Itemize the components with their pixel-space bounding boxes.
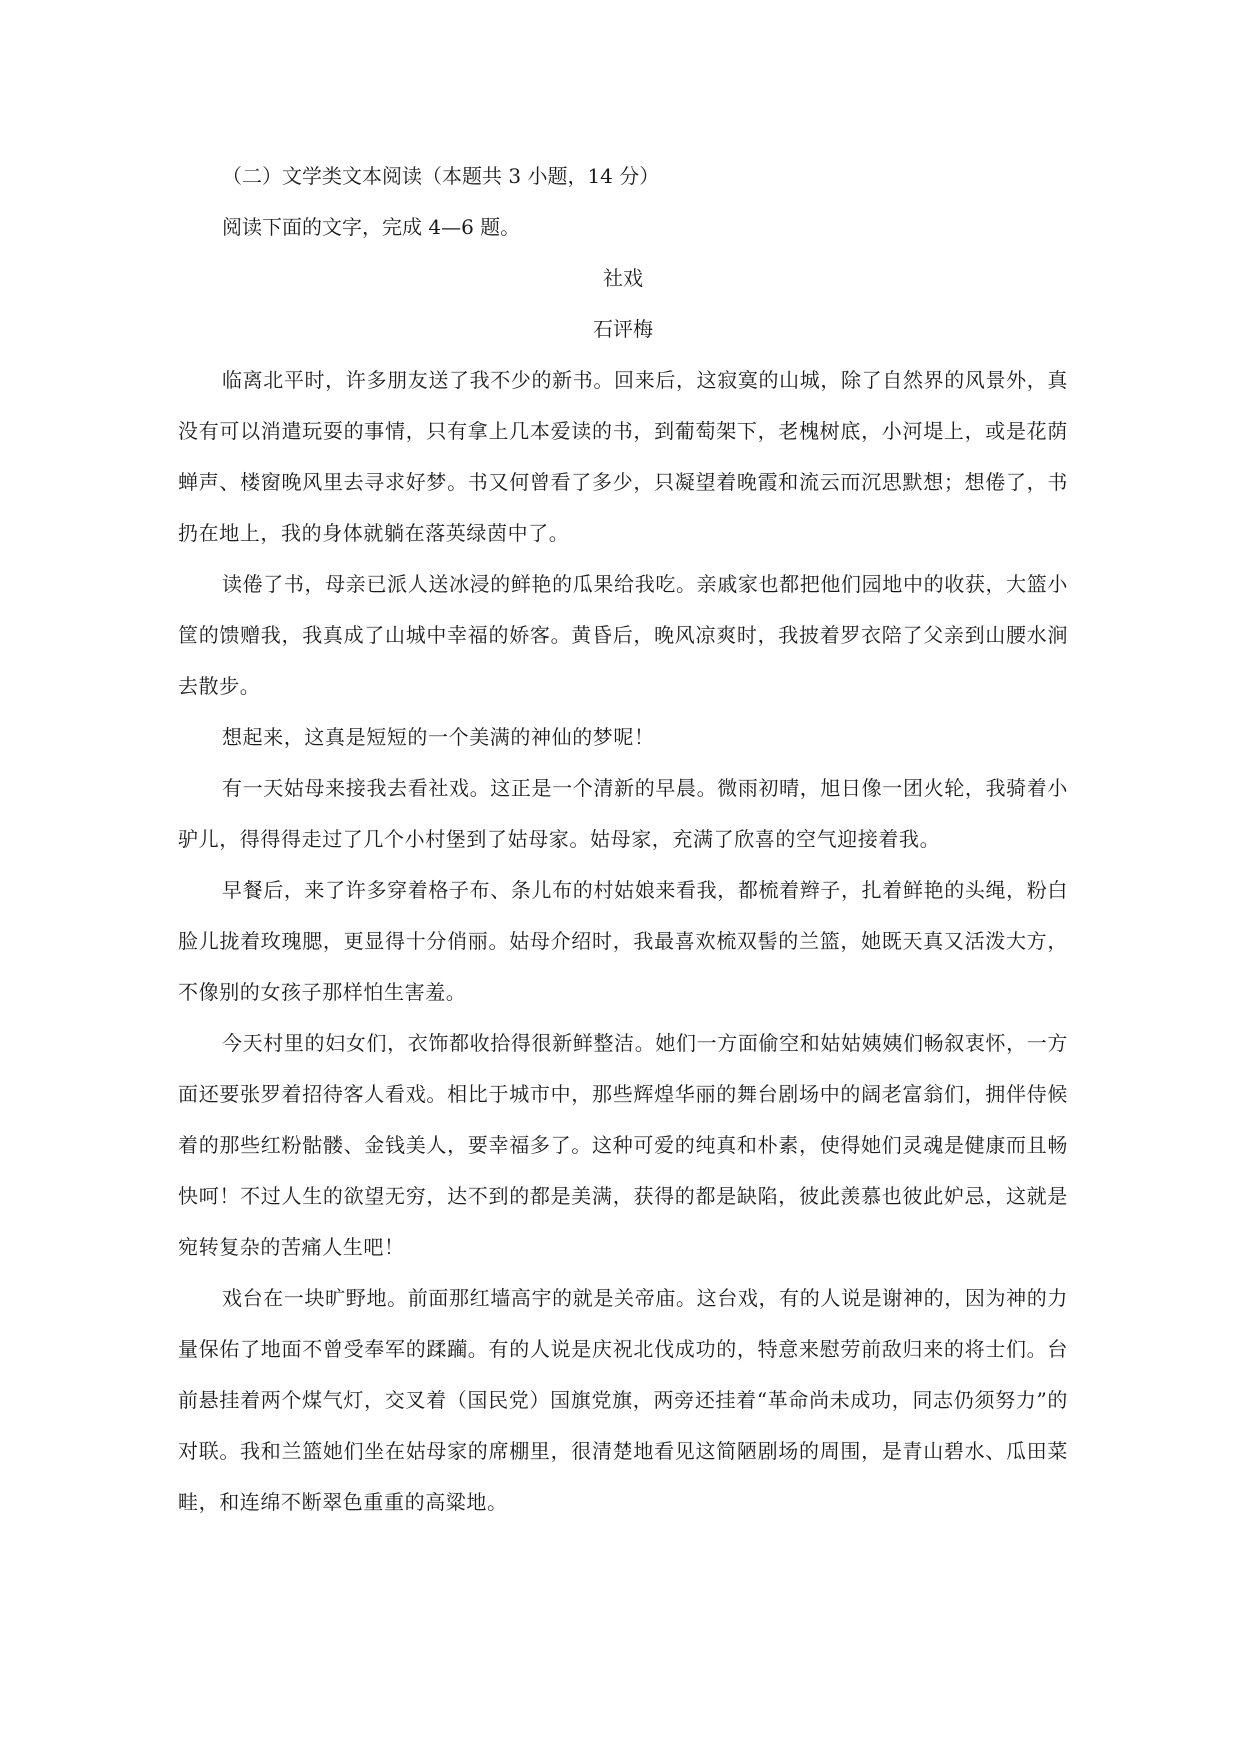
paragraph: 读倦了书，母亲已派人送冰浸的鲜艳的瓜果给我吃。亲戚家也都把他们园地中的收获，大篮小筐的馈赠我，我真成了山城中幸福的娇客。黄昏后，晚风凉爽时，我披着罗衣陪了父亲到山腰水涧去散步。 bbox=[178, 572, 1068, 698]
paragraph: 临离北平时，许多朋友送了我不少的新书。回来后，这寂寞的山城，除了自然界的风景外，真没有可以消遣玩耍的事情，只有拿上几本爱读的书，到葡萄架下，老槐树底，小河堤上，或是花荫蝉声、楼窗晚风里去寻求好梦。书又何曾看了多少，只凝望着晚霞和流云而沉思默想；想倦了，书扔在地上，我的身体就躺在落英绿茵中了。 bbox=[178, 368, 1068, 545]
article-title: 社戏 bbox=[603, 266, 643, 290]
reading-instruction: 阅读下面的文字，完成 4—6 题。 bbox=[222, 215, 521, 239]
section-heading: （二）文学类文本阅读（本题共 3 小题，14 分） bbox=[222, 164, 660, 188]
exam-passage bbox=[178, 162, 1068, 1528]
paragraph: 早餐后，来了许多穿着格子布、条儿布的村姑娘来看我，都梳着辫子，扎着鲜艳的头绳，粉白脸儿拢着玫瑰腮，更显得十分俏丽。姑母介绍时，我最喜欢梳双髻的兰篮，她既天真又活泼大方，不像别的女孩子那样怕生害羞。 bbox=[178, 878, 1068, 1004]
paragraph: 想起来，这真是短短的一个美满的神仙的梦呢！ bbox=[222, 725, 655, 749]
article-author: 石评梅 bbox=[593, 317, 653, 341]
paragraph: 有一天姑母来接我去看社戏。这正是一个清新的早晨。微雨初晴，旭日像一团火轮，我骑着小驴儿，得得得走过了几个小村堡到了姑母家。姑母家，充满了欣喜的空气迎接着我。 bbox=[178, 776, 1068, 851]
paragraph: 戏台在一块旷野地。前面那红墙高宇的就是关帝庙。这台戏，有的人说是谢神的，因为神的力量保佑了地面不曾受奉军的蹂躏。有的人说是庆祝北伐成功的，特意来慰劳前敌归来的将士们。台前悬挂着两个煤气灯，交叉着（国民党）国旗党旗，两旁还挂着“革命尚未成功，同志仍须努力”的对联。我和兰篮她们坐在姑母家的席棚里，很清楚地看见这简陋剧场的周围，是青山碧水、瓜田菜畦，和连绵不断翠色重重的高粱地。 bbox=[178, 1286, 1068, 1514]
paragraph: 今天村里的妇女们，衣饰都收拾得很新鲜整洁。她们一方面偷空和姑姑姨姨们畅叙衷怀，一方面还要张罗着招待客人看戏。相比于城市中，那些辉煌华丽的舞台剧场中的阔老富翁们，拥伴侍候着的那些红粉骷髅、金钱美人，要幸福多了。这种可爱的纯真和朴素，使得她们灵魂是健康而且畅快呵！不过人生的欲望无穷，达不到的都是美满，获得的都是缺陷，彼此羡慕也彼此妒忌，这就是宛转复杂的苦痛人生吧！ bbox=[178, 1031, 1068, 1259]
